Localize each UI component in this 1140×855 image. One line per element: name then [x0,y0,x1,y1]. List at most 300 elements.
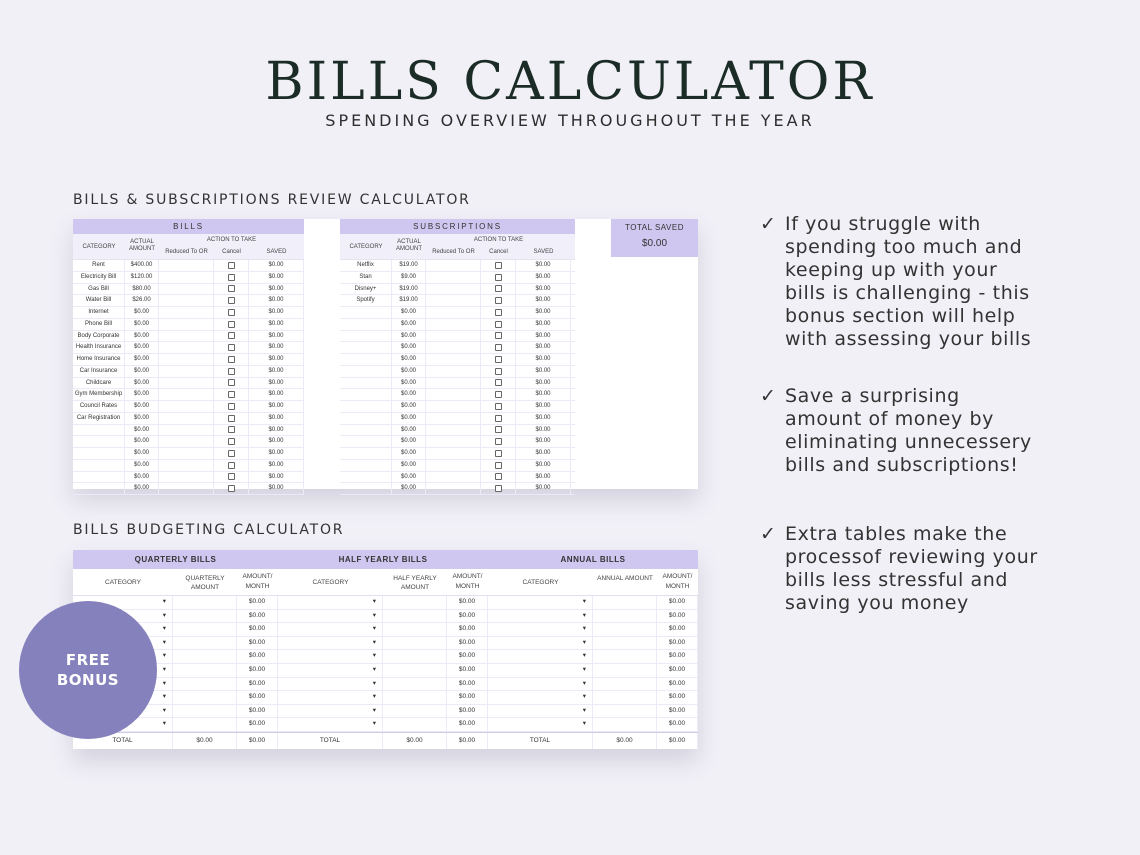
row-actual-amount[interactable]: $0.00 [392,448,426,459]
table-row [340,378,575,390]
chevron-down-icon[interactable]: ▾ [582,720,586,728]
row-reduced-to[interactable] [426,483,481,494]
table-row [340,354,575,366]
cancel-checkbox[interactable] [228,462,235,469]
row-reduced-to[interactable] [426,366,481,377]
row-reduced-to[interactable] [159,448,214,459]
table-row [73,483,304,495]
total-month: $0.00 [447,733,488,749]
category-dropdown[interactable] [278,650,383,663]
row-reduced-to[interactable] [426,389,481,400]
row-reduced-to[interactable] [159,319,214,330]
row-actual-amount[interactable]: $0.00 [392,389,426,400]
cancel-checkbox[interactable] [495,332,502,339]
amount-input[interactable] [383,596,447,609]
row-category[interactable] [73,483,125,494]
row-saved: $0.00 [516,413,571,424]
row-cancel [481,307,516,318]
row-actual-amount[interactable]: $0.00 [125,425,159,436]
cancel-checkbox[interactable] [228,450,235,457]
amount-input[interactable] [173,705,237,718]
row-category[interactable] [340,425,392,436]
row-actual-amount[interactable]: $0.00 [392,425,426,436]
amount-input[interactable] [173,650,237,663]
amount-input[interactable] [593,678,657,691]
row-category[interactable]: Stan [340,272,392,283]
category-dropdown[interactable] [488,610,593,623]
category-dropdown[interactable] [278,637,383,650]
cancel-checkbox[interactable] [228,438,235,445]
chevron-down-icon[interactable]: ▾ [372,679,376,687]
row-category[interactable] [340,472,392,483]
cancel-checkbox[interactable] [228,321,235,328]
row-actual-amount[interactable]: $0.00 [125,331,159,342]
row-actual-amount[interactable]: $9.00 [392,272,426,283]
row-actual-amount[interactable]: $400.00 [125,260,159,271]
row-actual-amount[interactable]: $0.00 [125,378,159,389]
table-row [488,718,698,732]
row-cancel [481,331,516,342]
row-category[interactable] [340,307,392,318]
row-saved: $0.00 [516,307,571,318]
table-row [73,389,304,401]
amount-month: $0.00 [447,678,488,691]
row-actual-amount[interactable]: $0.00 [392,319,426,330]
chevron-down-icon[interactable]: ▾ [162,625,166,633]
cancel-checkbox[interactable] [495,403,502,410]
row-saved: $0.00 [249,331,304,342]
row-category[interactable]: Car Insurance [73,366,125,377]
row-actual-amount[interactable]: $0.00 [392,366,426,377]
amount-input[interactable] [593,718,657,731]
amount-input[interactable] [593,637,657,650]
chevron-down-icon[interactable]: ▾ [162,720,166,728]
amount-input[interactable] [383,610,447,623]
cancel-checkbox[interactable] [495,321,502,328]
total-label: TOTAL [278,733,383,749]
row-saved: $0.00 [516,319,571,330]
row-reduced-to[interactable] [159,272,214,283]
cancel-checkbox[interactable] [495,262,502,269]
row-actual-amount[interactable]: $0.00 [392,401,426,412]
chevron-down-icon[interactable]: ▾ [162,611,166,619]
chevron-down-icon[interactable]: ▾ [372,665,376,673]
amount-input[interactable] [383,705,447,718]
cancel-checkbox[interactable] [495,485,502,492]
row-reduced-to[interactable] [159,483,214,494]
row-actual-amount[interactable]: $0.00 [392,413,426,424]
amount-input[interactable] [383,718,447,731]
chevron-down-icon[interactable]: ▾ [582,679,586,687]
cancel-checkbox[interactable] [228,285,235,292]
chevron-down-icon[interactable]: ▾ [372,598,376,605]
row-category[interactable] [340,366,392,377]
row-category[interactable]: Disney+ [340,284,392,295]
row-actual-amount[interactable]: $0.00 [125,413,159,424]
col-reduced: Reduced To OR [432,249,475,255]
amount-input[interactable] [173,718,237,731]
row-category[interactable] [340,331,392,342]
row-category[interactable]: Netflix [340,260,392,271]
row-actual-amount[interactable]: $0.00 [125,472,159,483]
review-section-label: BILLS & SUBSCRIPTIONS REVIEW CALCULATOR [73,192,471,208]
category-dropdown[interactable] [488,623,593,636]
cancel-checkbox[interactable] [228,297,235,304]
cancel-checkbox[interactable] [228,344,235,351]
row-actual-amount[interactable]: $0.00 [392,354,426,365]
row-reduced-to[interactable] [426,342,481,353]
row-category[interactable] [340,401,392,412]
cancel-checkbox[interactable] [228,391,235,398]
amount-input[interactable] [593,610,657,623]
row-actual-amount[interactable]: $0.00 [125,436,159,447]
row-actual-amount[interactable]: $0.00 [125,389,159,400]
cancel-checkbox[interactable] [228,332,235,339]
chevron-down-icon[interactable]: ▾ [582,611,586,619]
cancel-checkbox[interactable] [495,438,502,445]
chevron-down-icon[interactable]: ▾ [372,720,376,728]
table-row [340,331,575,343]
row-category[interactable] [340,342,392,353]
amount-input[interactable] [593,623,657,636]
table-row [73,307,304,319]
row-actual-amount[interactable]: $0.00 [392,342,426,353]
row-reduced-to[interactable] [426,378,481,389]
row-category[interactable]: Home Insurance [73,354,125,365]
row-reduced-to[interactable] [159,366,214,377]
row-saved: $0.00 [249,436,304,447]
row-reduced-to[interactable] [159,413,214,424]
row-saved: $0.00 [516,260,571,271]
table-row [278,691,488,705]
amount-input[interactable] [383,637,447,650]
row-reduced-to[interactable] [159,260,214,271]
amount-input[interactable] [593,596,657,609]
row-reduced-to[interactable] [426,260,481,271]
row-reduced-to[interactable] [159,331,214,342]
chevron-down-icon[interactable]: ▾ [372,611,376,619]
row-category[interactable] [73,472,125,483]
row-reduced-to[interactable] [426,295,481,306]
table-row [73,331,304,343]
cancel-checkbox[interactable] [495,450,502,457]
row-reduced-to[interactable] [426,307,481,318]
row-actual-amount[interactable]: $19.00 [392,284,426,295]
row-actual-amount[interactable]: $0.00 [392,436,426,447]
chevron-down-icon[interactable]: ▾ [372,625,376,633]
amount-input[interactable] [173,623,237,636]
cancel-checkbox[interactable] [495,356,502,363]
row-reduced-to[interactable] [426,436,481,447]
amount-month: $0.00 [237,678,278,691]
row-category[interactable] [73,436,125,447]
row-actual-amount[interactable]: $19.00 [392,260,426,271]
row-cancel [481,319,516,330]
row-saved: $0.00 [516,389,571,400]
row-category[interactable] [340,354,392,365]
chevron-down-icon[interactable]: ▾ [372,638,376,646]
row-reduced-to[interactable] [426,319,481,330]
amount-input[interactable] [593,705,657,718]
row-category[interactable] [73,425,125,436]
cancel-checkbox[interactable] [495,391,502,398]
cancel-checkbox[interactable] [495,473,502,480]
bills-band: BILLS [73,219,304,234]
row-cancel [214,319,249,330]
row-reduced-to[interactable] [159,436,214,447]
row-reduced-to[interactable] [159,425,214,436]
amount-input[interactable] [173,596,237,609]
table-row [488,678,698,692]
cancel-checkbox[interactable] [495,285,502,292]
amount-month: $0.00 [237,637,278,650]
row-category[interactable]: Car Registration [73,413,125,424]
category-dropdown[interactable] [278,691,383,704]
row-category[interactable]: Childcare [73,378,125,389]
row-cancel [214,260,249,271]
table-header-row [488,569,698,596]
row-category[interactable]: Gas Bill [73,284,125,295]
chevron-down-icon[interactable]: ▾ [162,638,166,646]
row-category[interactable] [340,378,392,389]
cancel-checkbox[interactable] [495,415,502,422]
row-reduced-to[interactable] [159,307,214,318]
row-saved: $0.00 [516,284,571,295]
category-dropdown[interactable] [488,678,593,691]
row-category[interactable] [340,319,392,330]
amount-month: $0.00 [447,691,488,704]
chevron-down-icon[interactable]: ▾ [582,598,586,605]
row-actual-amount[interactable]: $0.00 [392,331,426,342]
total-month: $0.00 [237,733,278,749]
row-actual-amount[interactable]: $0.00 [392,472,426,483]
cancel-checkbox[interactable] [228,379,235,386]
row-category[interactable]: Water Bill [73,295,125,306]
row-cancel [481,389,516,400]
chevron-down-icon[interactable]: ▾ [582,638,586,646]
row-category[interactable] [340,448,392,459]
row-reduced-to[interactable] [159,295,214,306]
row-reduced-to[interactable] [159,378,214,389]
row-category[interactable] [340,483,392,494]
row-actual-amount[interactable]: $0.00 [392,307,426,318]
amount-input[interactable] [383,678,447,691]
row-actual-amount[interactable]: $0.00 [125,307,159,318]
cancel-checkbox[interactable] [495,297,502,304]
row-actual-amount[interactable]: $0.00 [125,342,159,353]
category-dropdown[interactable] [278,678,383,691]
row-reduced-to[interactable] [426,448,481,459]
cancel-checkbox[interactable] [495,344,502,351]
chevron-down-icon[interactable]: ▾ [582,625,586,633]
row-category[interactable]: Electricity Bill [73,272,125,283]
amount-input[interactable] [593,664,657,677]
category-dropdown[interactable] [488,705,593,718]
row-category[interactable] [340,389,392,400]
cancel-checkbox[interactable] [495,368,502,375]
cancel-checkbox[interactable] [228,309,235,316]
category-dropdown[interactable] [488,691,593,704]
amount-input[interactable] [173,610,237,623]
row-category[interactable]: Gym Membership [73,389,125,400]
cancel-checkbox[interactable] [228,473,235,480]
row-reduced-to[interactable] [426,472,481,483]
amount-input[interactable] [383,623,447,636]
row-actual-amount[interactable]: $26.00 [125,295,159,306]
table-row [340,413,575,425]
row-actual-amount[interactable]: $120.00 [125,272,159,283]
row-actual-amount[interactable]: $0.00 [125,448,159,459]
row-reduced-to[interactable] [426,425,481,436]
row-saved: $0.00 [516,472,571,483]
amount-month: $0.00 [237,596,278,609]
row-actual-amount[interactable]: $0.00 [392,483,426,494]
row-reduced-to[interactable] [426,460,481,471]
chevron-down-icon[interactable]: ▾ [162,706,166,714]
row-actual-amount[interactable]: $0.00 [125,460,159,471]
row-reduced-to[interactable] [426,272,481,283]
cancel-checkbox[interactable] [495,426,502,433]
category-dropdown[interactable] [278,610,383,623]
row-actual-amount[interactable]: $0.00 [125,401,159,412]
row-category[interactable]: Phone Bill [73,319,125,330]
row-reduced-to[interactable] [159,354,214,365]
table-row [73,448,304,460]
row-category[interactable]: Health Insurance [73,342,125,353]
row-category[interactable]: Internet [73,307,125,318]
chevron-down-icon[interactable]: ▾ [162,665,166,673]
row-actual-amount[interactable]: $0.00 [125,366,159,377]
col-reduced: Reduced To OR [165,249,208,255]
amount-input[interactable] [383,664,447,677]
col-action-group [159,234,304,259]
cancel-checkbox[interactable] [228,356,235,363]
row-category[interactable]: Rent [73,260,125,271]
amount-month: $0.00 [237,664,278,677]
subscriptions-band: SUBSCRIPTIONS [340,219,575,234]
row-category[interactable] [340,436,392,447]
amount-input[interactable] [173,637,237,650]
chevron-down-icon[interactable]: ▾ [582,665,586,673]
row-reduced-to[interactable] [159,401,214,412]
cancel-checkbox[interactable] [228,415,235,422]
chevron-down-icon[interactable]: ▾ [162,679,166,687]
row-reduced-to[interactable] [159,472,214,483]
row-category[interactable] [73,448,125,459]
row-actual-amount[interactable]: $0.00 [125,319,159,330]
table-header-row [73,569,278,596]
chevron-down-icon[interactable]: ▾ [372,706,376,714]
amount-input[interactable] [593,650,657,663]
category-dropdown[interactable] [488,637,593,650]
row-reduced-to[interactable] [426,331,481,342]
category-dropdown[interactable] [278,664,383,677]
row-reduced-to[interactable] [426,401,481,412]
amount-input[interactable] [173,691,237,704]
row-cancel [214,413,249,424]
cancel-checkbox[interactable] [228,368,235,375]
row-category[interactable]: Council Rates [73,401,125,412]
amount-input[interactable] [383,691,447,704]
row-cancel [481,413,516,424]
chevron-down-icon[interactable]: ▾ [162,598,166,605]
row-cancel [481,366,516,377]
row-reduced-to[interactable] [159,342,214,353]
cancel-checkbox[interactable] [228,262,235,269]
amount-input[interactable] [173,678,237,691]
row-cancel [481,483,516,494]
row-cancel [214,272,249,283]
chevron-down-icon[interactable]: ▾ [162,652,166,660]
row-category[interactable]: Spotify [340,295,392,306]
chevron-down-icon[interactable]: ▾ [372,693,376,701]
row-reduced-to[interactable] [159,460,214,471]
amount-input[interactable] [173,664,237,677]
row-actual-amount[interactable]: $19.00 [392,295,426,306]
amount-month: $0.00 [657,678,698,691]
row-actual-amount[interactable]: $0.00 [125,354,159,365]
row-actual-amount[interactable]: $80.00 [125,284,159,295]
table-row [278,623,488,637]
total-saved-value: $0.00 [641,238,668,249]
row-saved: $0.00 [249,389,304,400]
row-actual-amount[interactable]: $0.00 [125,483,159,494]
chevron-down-icon[interactable]: ▾ [582,652,586,660]
cancel-checkbox[interactable] [495,379,502,386]
category-dropdown[interactable] [278,596,383,609]
category-dropdown[interactable] [278,705,383,718]
row-category[interactable]: Body Corporate [73,331,125,342]
row-reduced-to[interactable] [426,284,481,295]
chevron-down-icon[interactable]: ▾ [582,706,586,714]
amount-input[interactable] [383,650,447,663]
chevron-down-icon[interactable]: ▾ [162,693,166,701]
category-dropdown[interactable] [278,718,383,731]
amount-input[interactable] [593,691,657,704]
total-saved-box [611,219,698,257]
cancel-checkbox[interactable] [228,403,235,410]
row-saved: $0.00 [249,342,304,353]
category-dropdown[interactable] [278,623,383,636]
category-dropdown[interactable] [488,718,593,731]
cancel-checkbox[interactable] [228,426,235,433]
cancel-checkbox[interactable] [495,274,502,281]
chevron-down-icon[interactable]: ▾ [372,652,376,660]
category-dropdown[interactable] [488,650,593,663]
row-saved: $0.00 [516,366,571,377]
budgeting-section-label: BILLS BUDGETING CALCULATOR [73,522,345,538]
row-reduced-to[interactable] [159,284,214,295]
row-actual-amount[interactable]: $0.00 [392,378,426,389]
row-category[interactable] [340,460,392,471]
row-category[interactable] [340,413,392,424]
col-category: CATEGORY [349,244,383,250]
row-reduced-to[interactable] [159,389,214,400]
cancel-checkbox[interactable] [495,462,502,469]
cancel-checkbox[interactable] [228,274,235,281]
cancel-checkbox[interactable] [495,309,502,316]
cancel-checkbox[interactable] [228,485,235,492]
category-dropdown[interactable] [488,596,593,609]
chevron-down-icon[interactable]: ▾ [582,693,586,701]
row-category[interactable] [73,460,125,471]
free-bonus-badge [19,601,157,739]
row-reduced-to[interactable] [426,354,481,365]
amount-month: $0.00 [447,596,488,609]
row-actual-amount[interactable]: $0.00 [392,460,426,471]
row-reduced-to[interactable] [426,413,481,424]
category-dropdown[interactable] [488,664,593,677]
